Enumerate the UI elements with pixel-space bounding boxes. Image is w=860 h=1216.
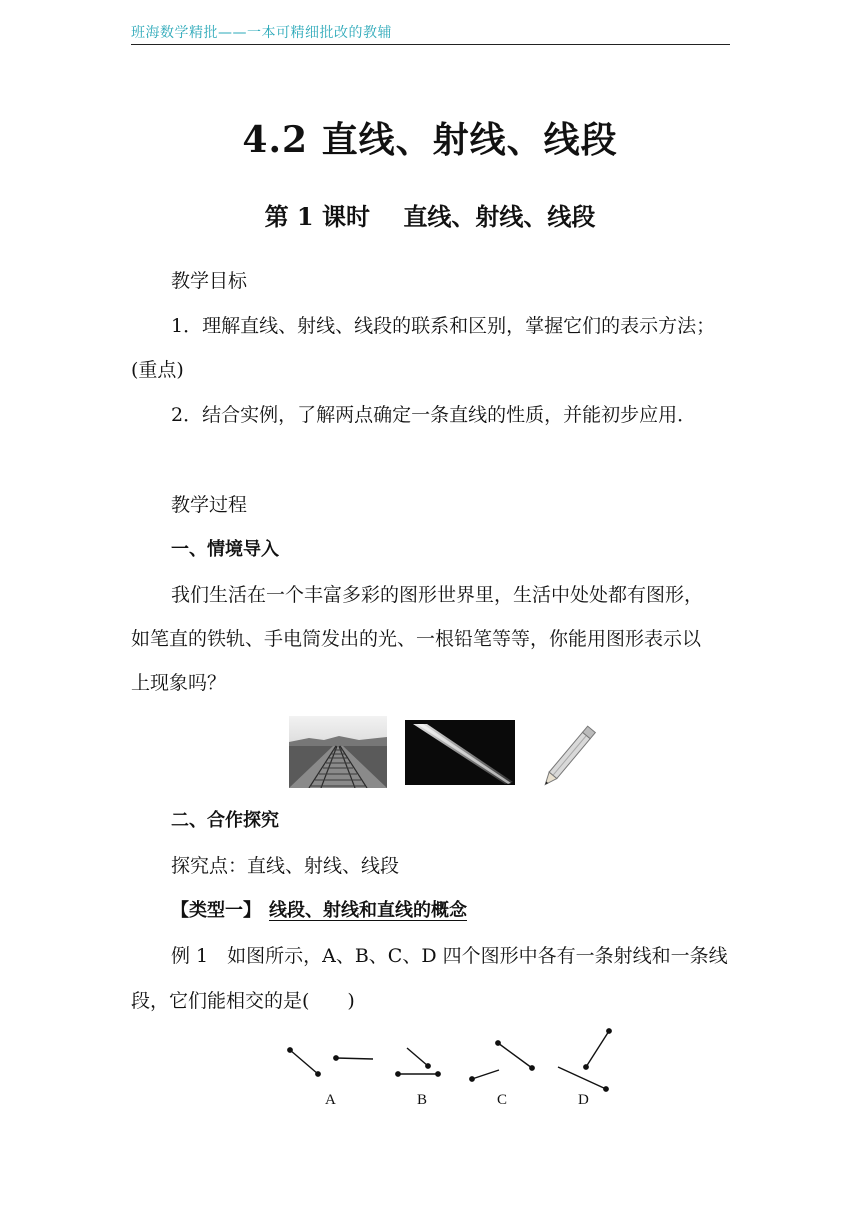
railway-image xyxy=(289,716,387,788)
type-title: 线段、射线和直线的概念 xyxy=(269,900,467,921)
page-header xyxy=(131,22,730,45)
explore-point: 探究点：直线、射线、线段 xyxy=(171,855,400,877)
goal-item-1-cont: (重点) xyxy=(131,359,184,381)
pencil-image xyxy=(535,718,611,788)
example-line-1: 例 1 如图所示，A、B、C、D 四个图形中各有一条射线和一条线 xyxy=(171,945,728,967)
option-label-c: C xyxy=(497,1092,508,1108)
option-label-a: A xyxy=(325,1092,336,1108)
type-label: 【类型一】 xyxy=(171,900,261,921)
section-heading-1: 一、情境导入 xyxy=(171,539,279,560)
option-c-ray xyxy=(472,1070,499,1079)
option-d-ray xyxy=(558,1067,606,1089)
option-d-segment xyxy=(586,1031,609,1067)
option-label-b: B xyxy=(417,1092,428,1108)
page-title: 4.2 直线、射线、线段 xyxy=(242,119,618,161)
goal-item-1: 1．理解直线、射线、线段的联系和区别，掌握它们的表示方法； xyxy=(171,315,716,337)
header-text: 班海数学精批——一本可精细批改的教辅 xyxy=(131,25,392,41)
option-a-segment xyxy=(290,1050,318,1074)
goals-heading: 教学目标 xyxy=(171,270,248,292)
option-b-ray xyxy=(407,1048,428,1066)
option-label-d: D xyxy=(578,1092,589,1108)
flashlight-beam-image xyxy=(405,720,515,785)
option-a-ray xyxy=(336,1058,373,1059)
type-heading xyxy=(131,889,731,933)
process-heading: 教学过程 xyxy=(171,494,248,516)
intro-line-2: 如笔直的铁轨、手电筒发出的光、一根铅笔等等，你能用图形表示以 xyxy=(131,628,702,650)
goal-item-2: 2．结合实例，了解两点确定一条直线的性质，并能初步应用． xyxy=(171,404,697,426)
intro-line-3: 上现象吗？ xyxy=(131,672,227,694)
section-heading-2: 二、合作探究 xyxy=(171,810,279,831)
example-line-2: 段，它们能相交的是( ) xyxy=(131,990,355,1012)
lesson-subtitle: 第 1 课时 直线、射线、线段 xyxy=(264,202,596,231)
options-figure xyxy=(280,1022,620,1092)
option-c-segment xyxy=(498,1043,532,1068)
intro-line-1: 我们生活在一个丰富多彩的图形世界里，生活中处处都有图形， xyxy=(171,584,704,606)
